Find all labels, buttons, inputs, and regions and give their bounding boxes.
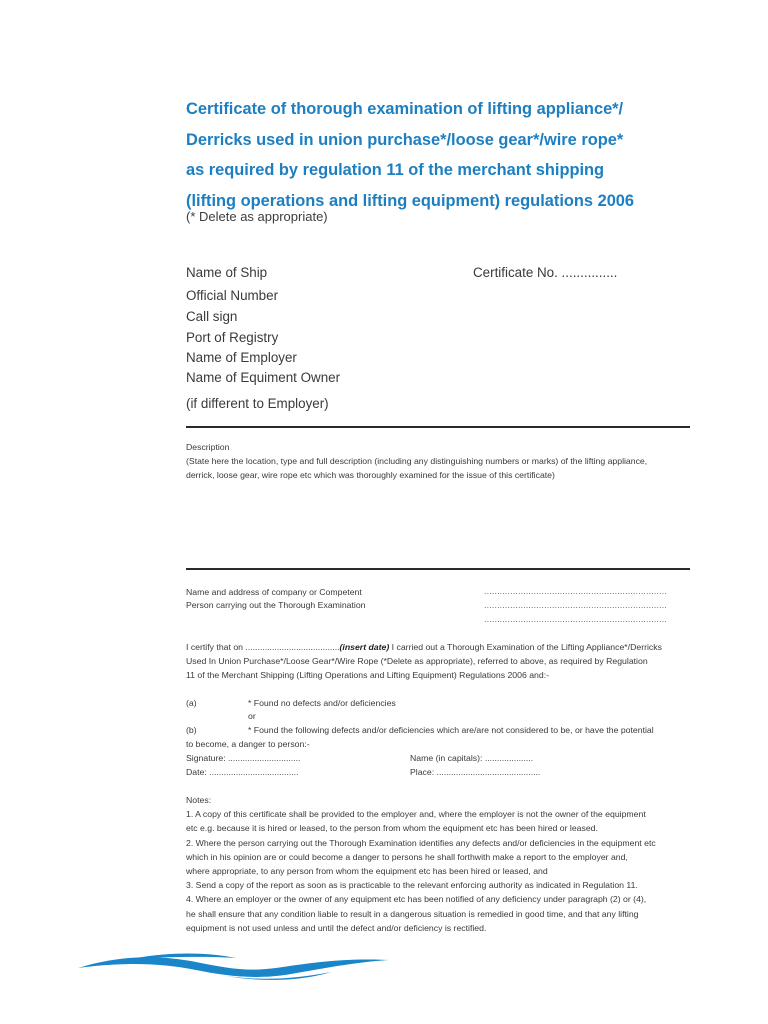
certify-text: I certify that on ....................................... xyxy=(186,642,340,652)
option-a-text: * Found no defects and/or deficiencies xyxy=(248,698,396,708)
certify-text: 11 of the Merchant Shipping (Lifting Operations and Lifting Equipment) Regulations 2006 and:- xyxy=(186,670,550,680)
note-line: he shall ensure that any condition liable to result in a dangerous situation is remedied in good time, and that any lifting xyxy=(186,908,639,919)
description-section xyxy=(186,440,647,482)
examiner-dotted-line[interactable]: ...................................................................... xyxy=(484,586,667,596)
official-number-label: Official Number xyxy=(186,288,279,303)
name-of-employer-label: Name of Employer xyxy=(186,350,297,365)
examiner-dotted-line[interactable]: ...................................................................... xyxy=(484,600,667,610)
blue-wave-logo-icon xyxy=(76,950,391,982)
name-of-ship-label: Name of Ship xyxy=(186,265,268,280)
if-different-label: (if different to Employer) xyxy=(186,396,329,411)
note-line: etc e.g. because it is hired or leased, to the person from whom the equipment etc has been hired or leased. xyxy=(186,823,598,834)
wave-stroke xyxy=(136,954,236,959)
call-sign-label: Call sign xyxy=(186,309,238,324)
place-field[interactable]: Place: ........................................... xyxy=(410,767,541,777)
date-field[interactable]: Date: ..................................... xyxy=(186,767,299,777)
description-instructions: derrick, loose gear, wire rope etc which was thoroughly examined for the issue of this certificate) xyxy=(186,470,555,480)
certify-text: I carried out a Thorough Examination of the Lifting Appliance*/Derricks xyxy=(389,642,662,652)
examiner-label: Name and address of company or Competent xyxy=(186,587,362,597)
note-line: 1. A copy of this certificate shall be provided to the employer and, where the employer is not the owner of the equipment xyxy=(186,809,646,820)
certify-text: Used In Union Purchase*/Loose Gear*/Wire Rope (*Delete as appropriate), referred to above, as required by Regulation xyxy=(186,656,648,666)
title-line: Derricks used in union purchase*/loose gear*/wire rope* xyxy=(186,130,624,149)
divider xyxy=(186,568,690,570)
description-heading: Description xyxy=(186,442,230,452)
note-line: 4. Where an employer or the owner of any equipment etc has been notified of any deficiency under paragraph (2) or (4), xyxy=(186,894,647,905)
signature-field[interactable]: Signature: .............................. xyxy=(186,753,301,763)
title-line: Certificate of thorough examination of lifting appliance*/ xyxy=(186,100,624,118)
name-of-owner-label: Name of Equiment Owner xyxy=(186,370,341,385)
note-line: where appropriate, to any person from whom the equipment etc has been hired or leased, and xyxy=(186,866,548,877)
option-b-text: * Found the following defects and/or deficiencies which are/are not considered to be, or have the potential xyxy=(248,725,654,735)
port-of-registry-label: Port of Registry xyxy=(186,330,279,345)
insert-date-label: (insert date) xyxy=(339,642,390,652)
certification-statement xyxy=(186,640,696,682)
notes-section xyxy=(186,793,706,935)
delete-note: (* Delete as appropriate) xyxy=(186,209,328,224)
examiner-label: Person carrying out the Thorough Examination xyxy=(186,600,366,610)
note-line: 2. Where the person carrying out the Thorough Examination identifies any defects and/or deficiencies in the equipment etc xyxy=(186,837,656,848)
or-label: or xyxy=(248,711,256,721)
option-b-continued: to become, a danger to person:- xyxy=(186,739,310,749)
note-line: equipment is not used unless and until the defect and/or deficiency is rectified. xyxy=(186,922,487,933)
note-line: which in his opinion are or could become a danger to persons he shall forthwith make a report to the employer and, xyxy=(186,851,628,862)
certificate-number-field[interactable]: Certificate No. ............... xyxy=(473,265,618,280)
name-capitals-field[interactable]: Name (in capitals): .................... xyxy=(410,753,534,763)
option-a-label: (a) xyxy=(186,698,197,708)
certificate-title xyxy=(186,94,726,216)
divider xyxy=(186,426,690,428)
note-line: 3. Send a copy of the report as soon as is practicable to the relevant enforcing authority as indicated in Regulation 11. xyxy=(186,880,638,891)
notes-heading: Notes: xyxy=(186,795,212,805)
examiner-dotted-line[interactable]: ...................................................................... xyxy=(484,614,667,624)
title-line: as required by regulation 11 of the merchant shipping xyxy=(186,161,605,179)
wave-stroke xyxy=(78,957,389,977)
description-instructions: (State here the location, type and full description (including any distinguishing numbers or marks) of the lifting appliance, xyxy=(186,456,648,466)
option-b-label: (b) xyxy=(186,725,197,735)
title-line: (lifting operations and lifting equipment) regulations 2006 xyxy=(186,191,635,210)
